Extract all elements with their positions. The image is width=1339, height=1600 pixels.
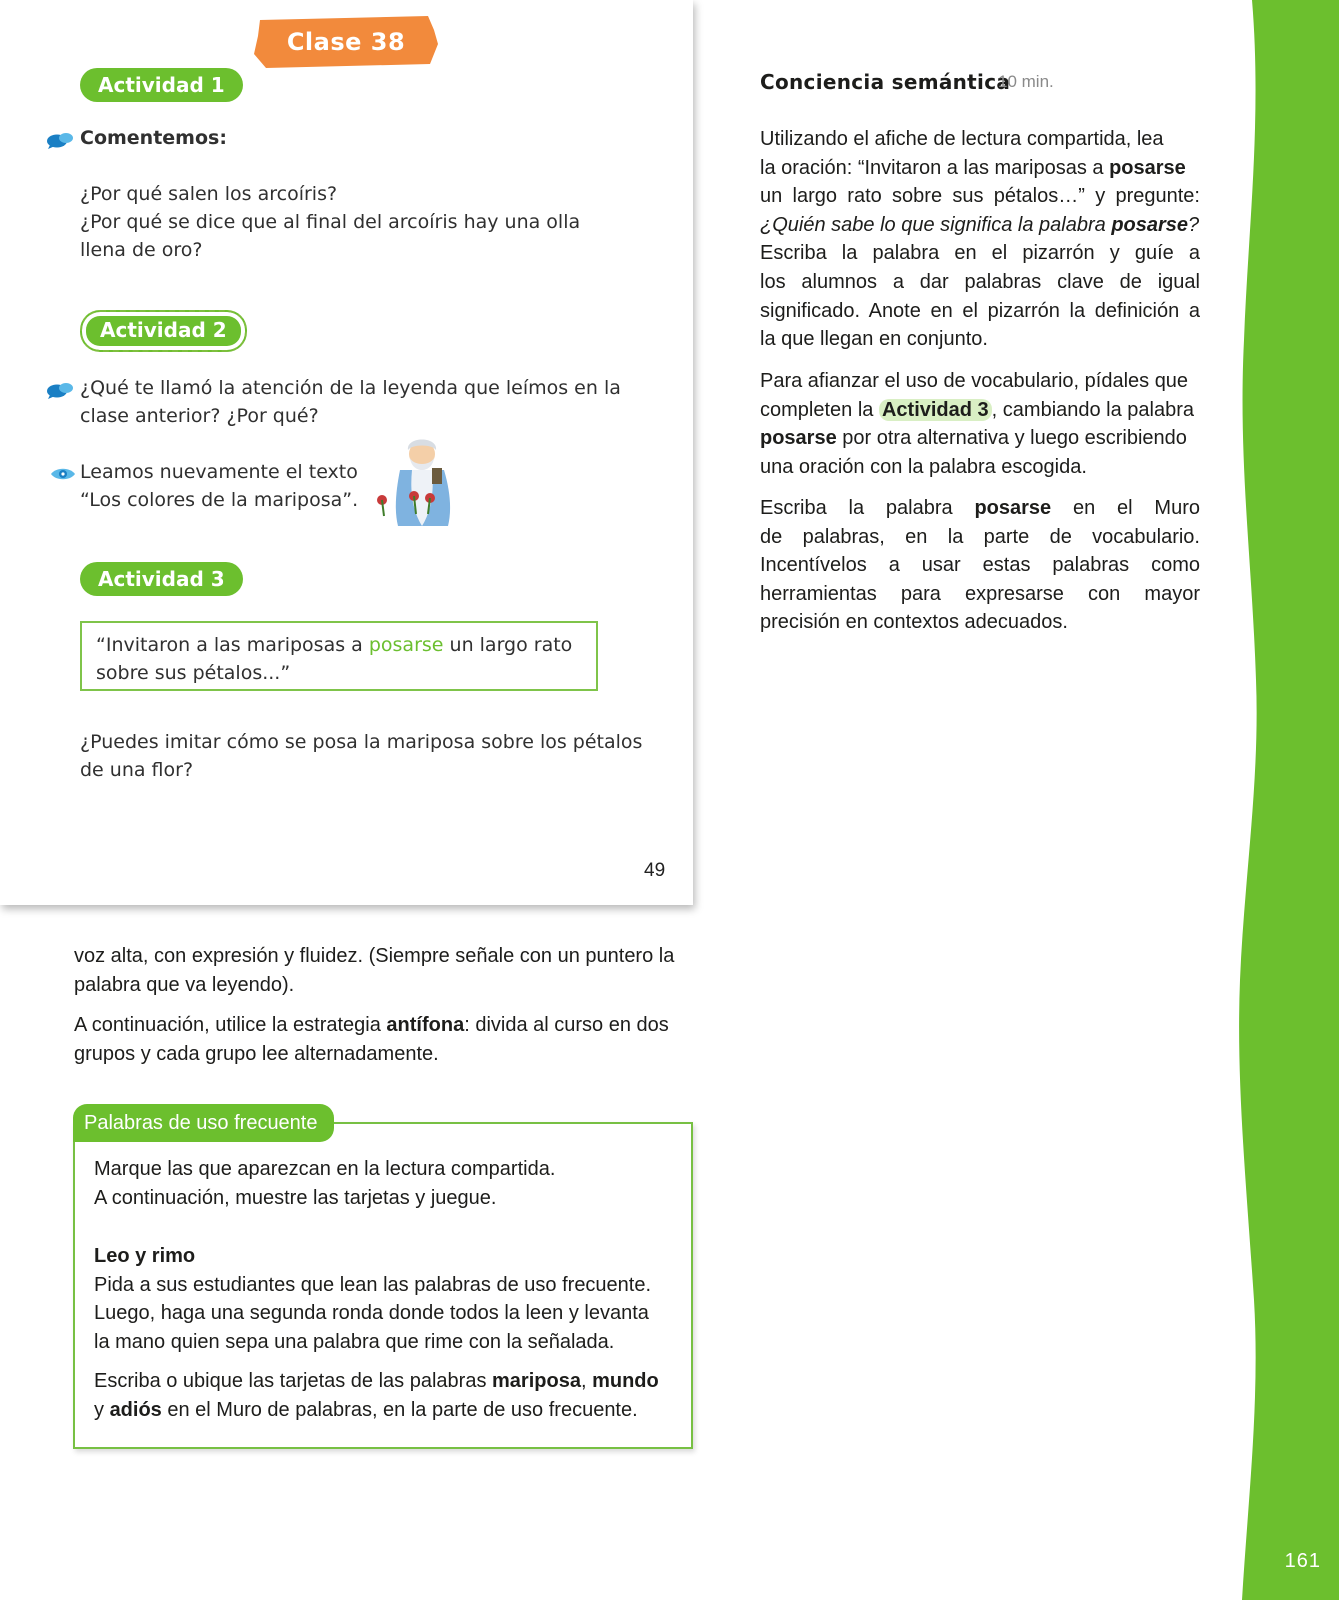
- page-number: 161: [1284, 1550, 1321, 1572]
- antifona-paragraph: A continuación, utilice la estrategia antífona: divida al curso en dos grupos y cada grupo lee alternadamente.: [74, 1014, 669, 1065]
- quote-line-1: “Invitaron a las mariposas a posarse un largo rato: [96, 634, 573, 656]
- leamos-line-1: Leamos nuevamente el texto: [80, 461, 358, 483]
- eye-icon: [50, 466, 76, 482]
- actividad-2-question-line-1: ¿Qué te llamó la atención de la leyenda que leímos en la: [80, 377, 621, 399]
- question-2-line-1: ¿Por qué se dice que al final del arcoíris hay una olla: [80, 211, 581, 233]
- leo-y-rimo-title: Leo y rimo: [94, 1245, 196, 1267]
- leo-y-rimo-section: Leo y rimo Pida a sus estudiantes que lean las palabras de uso frecuente. Luego, haga una segunda ronda donde todos la leen y levanta la mano quien sepa una palabra que rime con la señalada.: [94, 1242, 684, 1356]
- quote-box: [80, 621, 598, 691]
- question-1: ¿Por qué salen los arcoíris?: [80, 183, 338, 205]
- actividad-3-question-line-1: ¿Puedes imitar cómo se posa la mariposa sobre los pétalos: [80, 731, 643, 753]
- quote-line-2: sobre sus pétalos...”: [96, 662, 291, 684]
- actividad-2-label: Actividad 2: [80, 310, 247, 352]
- student-book-page: [0, 0, 693, 905]
- frequent-words-final: Escriba o ubique las tarjetas de las palabras mariposa, mundo y adiós en el Muro de palabras, en la parte de uso frecuente.: [94, 1370, 659, 1421]
- green-side-band: [1234, 0, 1339, 1600]
- actividad-3-question-line-2: de una flor?: [80, 759, 194, 781]
- student-page-number: 49: [644, 860, 666, 881]
- paragraph-2: Para afianzar el uso de vocabulario, pídales que completen la Actividad 3 , cambiando la palabra posarse por otra alternativa y luego escribiendo una oración con la palabra escogida.: [760, 370, 1195, 478]
- question-2-line-2: llena de oro?: [80, 239, 203, 261]
- highlighted-word: posarse: [368, 634, 444, 656]
- comentemos-label: Comentemos:: [80, 127, 227, 149]
- leamos-line-2: “Los colores de la mariposa”.: [80, 489, 359, 511]
- speech-bubble-icon: [46, 131, 74, 149]
- reading-paragraph: voz alta, con expresión y fluidez. (Siempre señale con un puntero la palabra que va leyendo).: [74, 945, 675, 996]
- actividad-3-chip: Actividad 3: [879, 399, 992, 421]
- paragraph-3: Escriba la palabra posarse en el Muro de palabras, en la parte de vocabulario. Incentívelos a usar estas palabras como herramientas para expresarse con mayor precisión en contextos adecuados.: [760, 497, 1200, 634]
- speech-bubble-icon: [46, 381, 74, 399]
- paragraph-1: Utilizando el afiche de lectura compartida, lea la oración: “Invitaron a las mariposas a posarse un largo rato sobre sus pétalos…” y pregunte: ¿Quién sabe lo que significa la palabra posarse? Escriba la palabra en el pizarrón y guíe a los alumnos a dar palabras clave de igual significado. Anote en el pizarrón la definición a la que llegan en conjunto.: [760, 128, 1200, 351]
- frequent-words-tab: Palabras de uso frecuente: [73, 1104, 334, 1142]
- clase-title: Clase 38: [286, 28, 406, 56]
- section-title: Conciencia semántica: [760, 70, 1011, 94]
- actividad-1-label: Actividad 1: [80, 68, 243, 102]
- clase-banner: [252, 14, 440, 70]
- actividad-3-label: Actividad 3: [80, 562, 243, 596]
- frequent-words-intro: Marque las que aparezcan en la lectura compartida. A continuación, muestre las tarjetas y juegue.: [94, 1158, 556, 1209]
- old-man-with-flowers-illustration: [372, 430, 468, 530]
- actividad-2-question-line-2: clase anterior? ¿Por qué?: [80, 405, 319, 427]
- section-time: 10 min.: [998, 72, 1054, 91]
